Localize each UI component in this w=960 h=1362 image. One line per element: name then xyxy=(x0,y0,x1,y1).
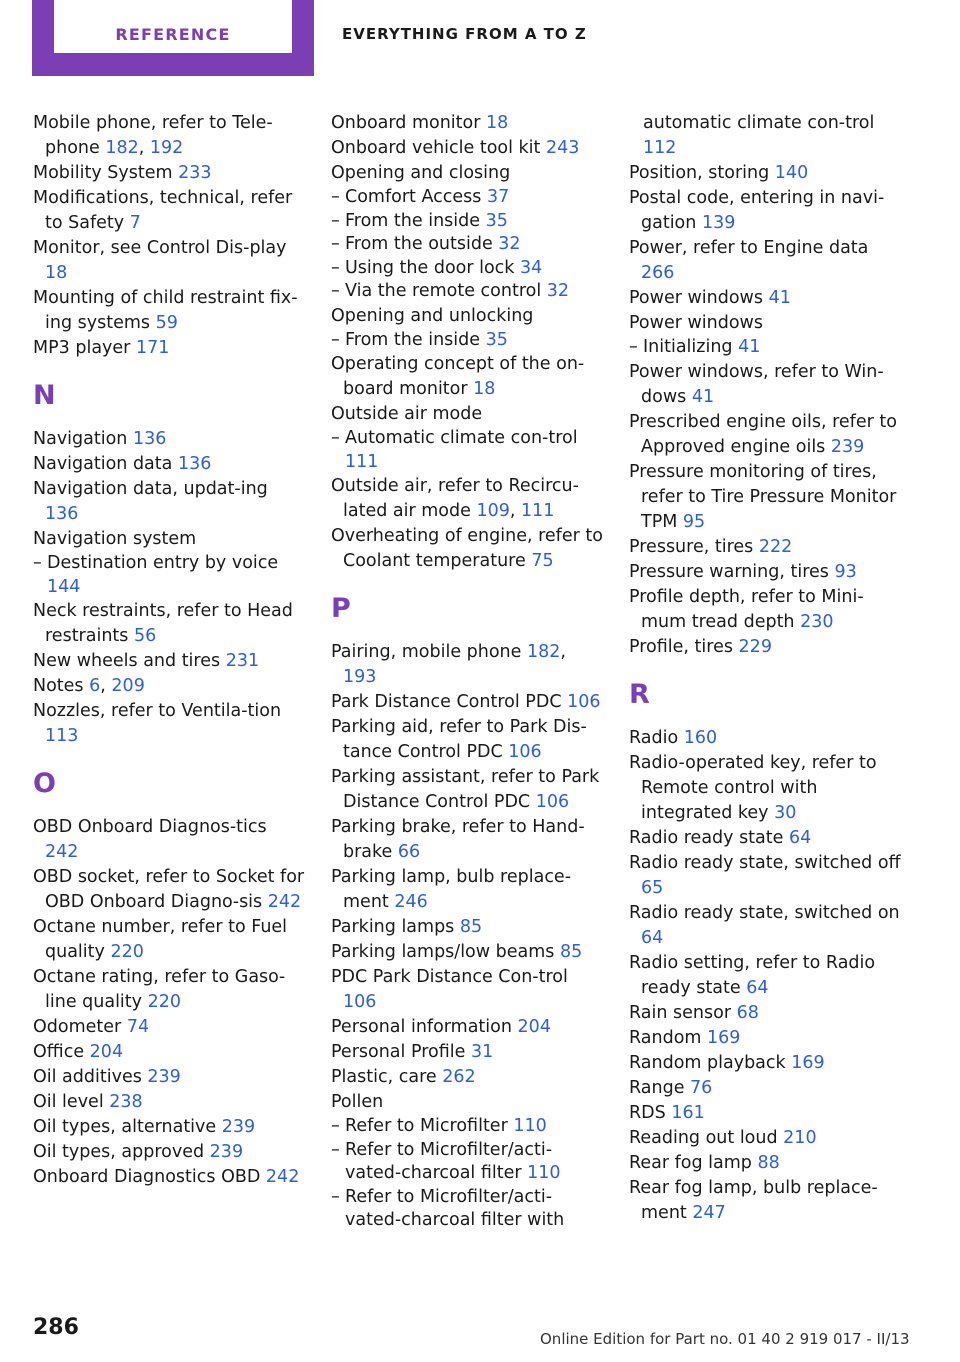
page-reference-link[interactable]: 229 xyxy=(738,636,772,657)
index-entry xyxy=(331,865,603,915)
page-reference-link[interactable]: 193 xyxy=(343,667,377,687)
index-entry xyxy=(629,1051,901,1076)
page-reference-link[interactable]: 204 xyxy=(517,1017,551,1037)
index-entry-label: Operating concept of the on‐board monitor xyxy=(331,354,585,399)
page-reference-link[interactable]: 266 xyxy=(641,263,675,283)
page-reference-link[interactable]: 160 xyxy=(683,727,718,748)
page-number: 286 xyxy=(33,1315,79,1340)
index-entry: Pairing, mobile phone 182, 193 xyxy=(331,642,566,687)
page-reference-link[interactable]: 144 xyxy=(47,576,81,597)
page-reference-link[interactable]: 74 xyxy=(126,1017,150,1037)
page-reference-link[interactable]: 182 xyxy=(527,642,561,662)
page-reference-link[interactable]: 18 xyxy=(486,113,509,133)
page-reference-link[interactable]: 139 xyxy=(701,213,736,233)
index-entry xyxy=(331,690,603,715)
page-reference-link[interactable]: 64 xyxy=(788,827,812,848)
index-entry xyxy=(33,452,305,477)
page-reference-link[interactable]: 113 xyxy=(45,726,79,746)
subentry-dash: – xyxy=(331,329,340,350)
page-reference-link[interactable]: 220 xyxy=(147,992,181,1012)
index-entry xyxy=(629,751,901,826)
page-reference-link[interactable]: 111 xyxy=(521,501,555,521)
page-reference-link[interactable]: 239 xyxy=(221,1117,256,1137)
index-entry-label: Profile depth, refer to Mini‐mum tread depth xyxy=(629,586,864,632)
page-reference-link[interactable]: 106 xyxy=(343,992,377,1012)
index-entry xyxy=(33,427,305,452)
page-reference-link[interactable]: 93 xyxy=(834,561,857,582)
index-entry-label: Park Distance Control PDC xyxy=(331,692,562,712)
index-entry-label: Random playback xyxy=(629,1052,786,1073)
section-tab-label: REFERENCE xyxy=(54,0,292,53)
index-entry xyxy=(629,1101,901,1126)
index-entry-label: Mobility System xyxy=(33,163,173,183)
subentry-dash: – xyxy=(331,1139,340,1160)
page-reference-link[interactable]: 210 xyxy=(783,1127,817,1148)
page-reference-link[interactable]: 110 xyxy=(513,1116,547,1136)
page-reference-link[interactable]: 64 xyxy=(746,977,769,998)
index-subentry xyxy=(331,329,603,353)
index-entry-label: automatic climate con‐trol xyxy=(643,113,875,133)
index-entry xyxy=(331,524,603,574)
index-entry-label: Parking lamps/low beams xyxy=(331,942,555,962)
page-reference-link[interactable]: 85 xyxy=(560,942,583,962)
index-entry xyxy=(33,965,305,1015)
index-entry xyxy=(33,599,305,649)
index-entry xyxy=(629,410,901,460)
index-entry-label: Onboard monitor xyxy=(331,113,481,133)
index-entry-label: Personal information xyxy=(331,1017,512,1037)
index-entry-label: Outside air mode xyxy=(331,404,483,424)
page-reference-link[interactable]: 6 xyxy=(89,676,101,696)
index-subentry xyxy=(331,186,603,210)
index-entry-label: Radio ready state, switched off xyxy=(629,852,901,873)
index-entry xyxy=(331,765,603,815)
page-reference-link[interactable]: 136 xyxy=(45,504,79,524)
index-entry xyxy=(331,965,603,1015)
page-reference-link[interactable]: 204 xyxy=(89,1042,124,1062)
page-reference-link[interactable]: 68 xyxy=(736,1002,759,1023)
page-reference-link[interactable]: 169 xyxy=(791,1052,825,1073)
index-entry-label: Via the remote control xyxy=(345,281,542,301)
index-entry xyxy=(33,1065,305,1090)
index-entry xyxy=(629,535,901,560)
index-entry xyxy=(331,1015,603,1040)
page-reference-link[interactable]: 75 xyxy=(531,551,554,571)
index-entry-label: RDS xyxy=(629,1102,666,1123)
index-entry-label: MP3 player xyxy=(33,338,131,358)
index-entry-label: Pressure, tires xyxy=(629,536,754,557)
page-reference-link[interactable]: 106 xyxy=(535,792,570,812)
index-entry-label: Power, refer to Engine data xyxy=(629,238,869,258)
index-entry-label: Odometer xyxy=(33,1017,122,1037)
index-entry-label: Onboard Diagnostics OBD xyxy=(33,1167,261,1187)
index-entry-label: Rain sensor xyxy=(629,1002,732,1023)
index-entry xyxy=(331,815,603,865)
index-entry xyxy=(33,336,305,361)
index-entry xyxy=(33,1140,305,1165)
index-entry xyxy=(629,826,901,851)
index-entry xyxy=(331,715,603,765)
index-entry: Outside air, refer to Recircu‐lated air mode 109, 111 xyxy=(331,476,579,521)
index-entry-label: Power windows, refer to Win‐dows xyxy=(629,361,884,407)
page-reference-link[interactable]: 243 xyxy=(546,138,580,158)
page-reference-link[interactable]: 239 xyxy=(830,436,865,457)
page-reference-link[interactable]: 246 xyxy=(394,892,428,912)
index-entry-label: Parking aid, refer to Park Dis‐tance Control PDC xyxy=(331,717,587,762)
index-entry-label: Initializing xyxy=(643,337,733,357)
index-entry-label: OBD Onboard Diagnos‐tics xyxy=(33,817,267,837)
index-entry xyxy=(629,585,901,635)
page-reference-link[interactable]: 30 xyxy=(774,802,797,823)
subentry-dash: – xyxy=(331,428,340,448)
page-reference-link[interactable]: 41 xyxy=(768,288,791,308)
index-entry xyxy=(629,161,901,186)
page-reference-link[interactable]: 106 xyxy=(567,692,601,712)
index-entry xyxy=(629,560,901,585)
index-entry xyxy=(629,460,901,535)
page-reference-link[interactable]: 136 xyxy=(177,454,212,474)
index-entry-label: Comfort Access xyxy=(345,187,482,207)
page-reference-link[interactable]: 110 xyxy=(527,1163,561,1183)
index-entry-label: Power windows xyxy=(629,288,763,308)
index-entry xyxy=(629,901,901,951)
section-tab xyxy=(32,0,314,76)
page-reference-link[interactable]: 230 xyxy=(800,611,834,632)
index-entry xyxy=(629,726,901,751)
page-reference-link[interactable]: 66 xyxy=(397,842,421,862)
index-letter-heading: R xyxy=(629,678,650,710)
page-reference-link[interactable]: 56 xyxy=(134,626,157,646)
index-entry xyxy=(33,865,305,915)
index-entry-label: Parking brake, refer to Hand‐brake xyxy=(331,817,585,862)
index-entry-label: Position, storing xyxy=(629,163,770,183)
index-entry-label: Navigation system xyxy=(33,529,197,549)
index-entry xyxy=(33,699,305,749)
index-subentry xyxy=(331,427,603,474)
index-entry-label: Profile, tires xyxy=(629,636,733,657)
page-reference-link[interactable]: 95 xyxy=(682,511,706,532)
index-entry-label: Radio setting, refer to Radio ready state xyxy=(629,952,876,998)
index-entry xyxy=(629,111,901,161)
subentry-dash: – xyxy=(629,337,638,357)
page-reference-link[interactable]: 220 xyxy=(110,942,144,962)
index-entry xyxy=(331,1040,603,1065)
index-subentry xyxy=(331,1115,603,1139)
page-reference-link[interactable]: 247 xyxy=(692,1202,726,1223)
subentry-dash: – xyxy=(331,1116,340,1136)
index-entry-label: Oil additives xyxy=(33,1067,142,1087)
index-entry xyxy=(629,286,901,311)
index-entry xyxy=(331,915,603,940)
index-entry-label: Power windows xyxy=(629,313,763,333)
index-entry xyxy=(33,815,305,865)
index-entry xyxy=(33,1090,305,1115)
page-reference-link[interactable]: 242 xyxy=(267,892,302,912)
index-entry-label: Destination entry by voice xyxy=(47,553,279,573)
index-subentry xyxy=(331,233,603,257)
index-entry-label: Radio ready state xyxy=(629,827,784,848)
subentry-dash: – xyxy=(33,553,42,573)
index-entry-label: Outside air, refer to Recircu‐lated air mode xyxy=(331,476,579,521)
page-reference-link[interactable]: 239 xyxy=(209,1142,244,1162)
index-entry xyxy=(629,635,901,660)
index-entry-label: Pairing, mobile phone xyxy=(331,642,522,662)
index-column-3 xyxy=(629,111,901,1226)
index-letter-heading: N xyxy=(33,380,56,411)
index-entry-label: Radio ready state, switched on xyxy=(629,902,900,923)
index-entry-label: Neck restraints, refer to Head restraints xyxy=(33,601,293,646)
page-reference-link[interactable]: 111 xyxy=(345,451,379,472)
page-reference-link[interactable]: 140 xyxy=(774,163,809,183)
index-entry-label: Pollen xyxy=(331,1092,384,1112)
index-entry xyxy=(33,1040,305,1065)
page-reference-link[interactable]: 109 xyxy=(476,501,510,521)
index-subentry xyxy=(33,552,305,599)
index-entry-label: Nozzles, refer to Ventila‐tion xyxy=(33,701,282,721)
index-entry-label: Onboard vehicle tool kit xyxy=(331,138,541,158)
index-entry xyxy=(629,1126,901,1151)
index-entry-label: Monitor, see Control Dis‐play xyxy=(33,238,287,258)
index-entry-label: Parking lamps xyxy=(331,917,455,937)
page-reference-link[interactable]: 37 xyxy=(486,187,510,207)
page-reference-link[interactable]: 192 xyxy=(149,138,184,158)
page-reference-link[interactable]: 65 xyxy=(641,877,664,898)
index-entry-label: Mounting of child restraint fix‐ing systems xyxy=(33,288,298,333)
index-entry-label: Refer to Microfilter/acti‐vated-charcoal filter xyxy=(345,1139,553,1183)
index-entry-label: Prescribed engine oils, refer to Approved engine oils xyxy=(629,411,897,457)
page-reference-link[interactable]: 182 xyxy=(105,138,139,158)
page-reference-link[interactable]: 262 xyxy=(442,1067,476,1087)
index-entry-label: Radio xyxy=(629,727,679,748)
index-entry-label: Range xyxy=(629,1077,685,1098)
index-entry-label: Oil level xyxy=(33,1092,104,1112)
index-entry-label: Opening and unlocking xyxy=(331,305,534,326)
index-entry xyxy=(629,236,901,286)
index-entry-label: Navigation xyxy=(33,429,128,449)
subentry-dash: – xyxy=(331,210,340,231)
index-entry xyxy=(331,1065,603,1090)
index-entry-label: Modifications, technical, refer to Safety xyxy=(33,188,293,233)
index-entry-label: Navigation data xyxy=(33,454,173,474)
index-entry xyxy=(33,477,305,527)
page-reference-link[interactable]: 64 xyxy=(641,927,664,948)
page-reference-link[interactable]: 85 xyxy=(459,917,483,937)
index-entry xyxy=(331,161,603,186)
index-subentry xyxy=(629,336,901,360)
index-entry-label: Office xyxy=(33,1042,85,1062)
subentry-dash: – xyxy=(331,1186,340,1207)
page-reference-link[interactable]: 222 xyxy=(758,536,793,557)
index-entry xyxy=(33,186,305,236)
index-entry xyxy=(33,915,305,965)
index-entry-label: New wheels and tires xyxy=(33,651,221,671)
index-entry-label: Parking assistant, refer to Park Distance Control PDC xyxy=(331,767,600,812)
index-entry-label: Refer to Microfilter/acti‐vated-charcoal filter with xyxy=(345,1186,565,1230)
page-reference-link[interactable]: 161 xyxy=(671,1102,705,1123)
page-reference-link[interactable]: 34 xyxy=(520,257,543,278)
index-entry xyxy=(331,111,603,136)
index-entry: Notes 6, 209 xyxy=(33,676,145,696)
index-letter-heading: O xyxy=(33,768,56,799)
subentry-dash: – xyxy=(331,187,340,207)
index-entry-label: Parking lamp, bulb replace‐ment xyxy=(331,867,572,912)
page-reference-link[interactable]: 209 xyxy=(111,676,145,696)
index-entry-label: Oil types, alternative xyxy=(33,1117,217,1137)
index-subentry xyxy=(331,1139,603,1186)
index-subentry xyxy=(331,1186,603,1233)
index-entry-label: Pressure warning, tires xyxy=(629,561,829,582)
page-reference-link[interactable]: 88 xyxy=(757,1152,780,1173)
index-entry xyxy=(629,1076,901,1101)
index-entry-label: PDC Park Distance Con‐trol xyxy=(331,967,568,987)
index-entry xyxy=(331,304,603,329)
index-entry xyxy=(331,940,603,965)
page-reference-link[interactable]: 7 xyxy=(129,213,141,233)
index-entry-label: From the inside xyxy=(345,210,481,231)
page-reference-link[interactable]: 31 xyxy=(470,1042,494,1062)
index-entry-label: Notes xyxy=(33,676,84,696)
index-entry-label: Postal code, entering in navi‐gation xyxy=(629,188,885,233)
index-entry xyxy=(33,1115,305,1140)
index-entry xyxy=(629,186,901,236)
page-reference-link[interactable]: 41 xyxy=(738,337,761,357)
page-reference-link[interactable]: 242 xyxy=(265,1167,300,1187)
index-entry-label: Oil types, approved xyxy=(33,1142,205,1162)
index-column-2 xyxy=(331,111,603,1233)
index-subentry xyxy=(331,257,603,281)
page-reference-link[interactable]: 239 xyxy=(147,1067,181,1087)
index-entry-label: Random xyxy=(629,1027,702,1048)
page-reference-link[interactable]: 32 xyxy=(546,281,570,301)
index-entry-label: OBD socket, refer to Socket for OBD Onboard Diagno‐sis xyxy=(33,867,305,912)
index-entry xyxy=(33,1165,305,1190)
section-title: EVERYTHING FROM A TO Z xyxy=(342,25,587,43)
subentry-dash: – xyxy=(331,257,340,278)
page-reference-link[interactable]: 231 xyxy=(225,651,260,671)
index-entry-label: Pressure monitoring of tires, refer to Tire Pressure Monitor TPM xyxy=(629,461,897,532)
index-entry xyxy=(331,352,603,402)
subentry-dash: – xyxy=(331,234,340,254)
index-entry-label: Using the door lock xyxy=(345,257,515,278)
index-entry xyxy=(33,286,305,336)
index-entry: Mobile phone, refer to Tele‐phone 182, 192 xyxy=(33,113,273,158)
index-entry-label: Refer to Microfilter xyxy=(345,1116,508,1136)
index-entry xyxy=(33,527,305,552)
index-entry xyxy=(33,161,305,186)
index-entry xyxy=(629,311,901,336)
edition-footer: Online Edition for Part no. 01 40 2 919 017 - II/13 xyxy=(540,1330,910,1348)
index-entry-label: Rear fog lamp xyxy=(629,1152,752,1173)
index-entry-label: Overheating of engine, refer to Coolant temperature xyxy=(331,526,603,571)
index-entry-label: From the outside xyxy=(345,234,493,254)
page-reference-link[interactable]: 41 xyxy=(691,386,715,407)
index-entry-label: Octane rating, refer to Gaso‐line quality xyxy=(33,967,286,1012)
page-header xyxy=(0,0,960,78)
index-entry-label: Rear fog lamp, bulb replace‐ment xyxy=(629,1177,878,1223)
index-entry xyxy=(629,1151,901,1176)
index-entry-label: Automatic climate con‐trol xyxy=(345,428,578,448)
page-reference-link[interactable]: 76 xyxy=(690,1077,713,1098)
index-entry-label: Radio-operated key, refer to Remote control with integrated key xyxy=(629,752,877,823)
index-entry-label: Reading out loud xyxy=(629,1127,778,1148)
index-entry-label: Opening and closing xyxy=(331,163,511,183)
index-entry xyxy=(331,136,603,161)
page-reference-link[interactable]: 18 xyxy=(45,263,68,283)
index-entry xyxy=(331,402,603,427)
index-entry-label: Personal Profile xyxy=(331,1042,466,1062)
page-reference-link[interactable]: 242 xyxy=(45,842,79,862)
page-reference-link[interactable]: 169 xyxy=(707,1027,741,1048)
page-reference-link[interactable]: 238 xyxy=(109,1092,143,1112)
index-entry xyxy=(629,1001,901,1026)
index-entry-label: From the inside xyxy=(345,329,481,350)
index-entry xyxy=(629,851,901,901)
index-entry xyxy=(629,1176,901,1226)
page-reference-link[interactable]: 136 xyxy=(132,429,167,449)
index-entry-label: Mobile phone, refer to Tele‐phone xyxy=(33,113,273,158)
index-entry xyxy=(331,1090,603,1115)
page-reference-link[interactable]: 112 xyxy=(643,138,677,158)
index-entry xyxy=(629,360,901,410)
page-reference-link[interactable]: 35 xyxy=(485,210,508,231)
index-subentry xyxy=(331,280,603,304)
index-entry-label: Navigation data, updat‐ing xyxy=(33,479,268,499)
index-letter-heading: P xyxy=(331,593,351,624)
page-reference-link[interactable]: 35 xyxy=(485,329,508,350)
page-reference-link[interactable]: 106 xyxy=(508,742,542,762)
subentry-dash: – xyxy=(331,281,340,301)
index-column-1 xyxy=(33,111,305,1190)
index-entry-label: Plastic, care xyxy=(331,1067,437,1087)
page-reference-link[interactable]: 18 xyxy=(473,379,496,399)
index-entry xyxy=(629,951,901,1001)
page-reference-link[interactable]: 233 xyxy=(178,163,212,183)
page-reference-link[interactable]: 171 xyxy=(135,338,170,358)
index-entry xyxy=(33,236,305,286)
page-reference-link[interactable]: 59 xyxy=(155,313,178,333)
index-entry xyxy=(629,1026,901,1051)
index-entry xyxy=(33,1015,305,1040)
index-entry xyxy=(33,649,305,674)
index-subentry xyxy=(331,210,603,234)
index-entry-label: Octane number, refer to Fuel quality xyxy=(33,917,288,962)
page-reference-link[interactable]: 32 xyxy=(498,234,521,254)
